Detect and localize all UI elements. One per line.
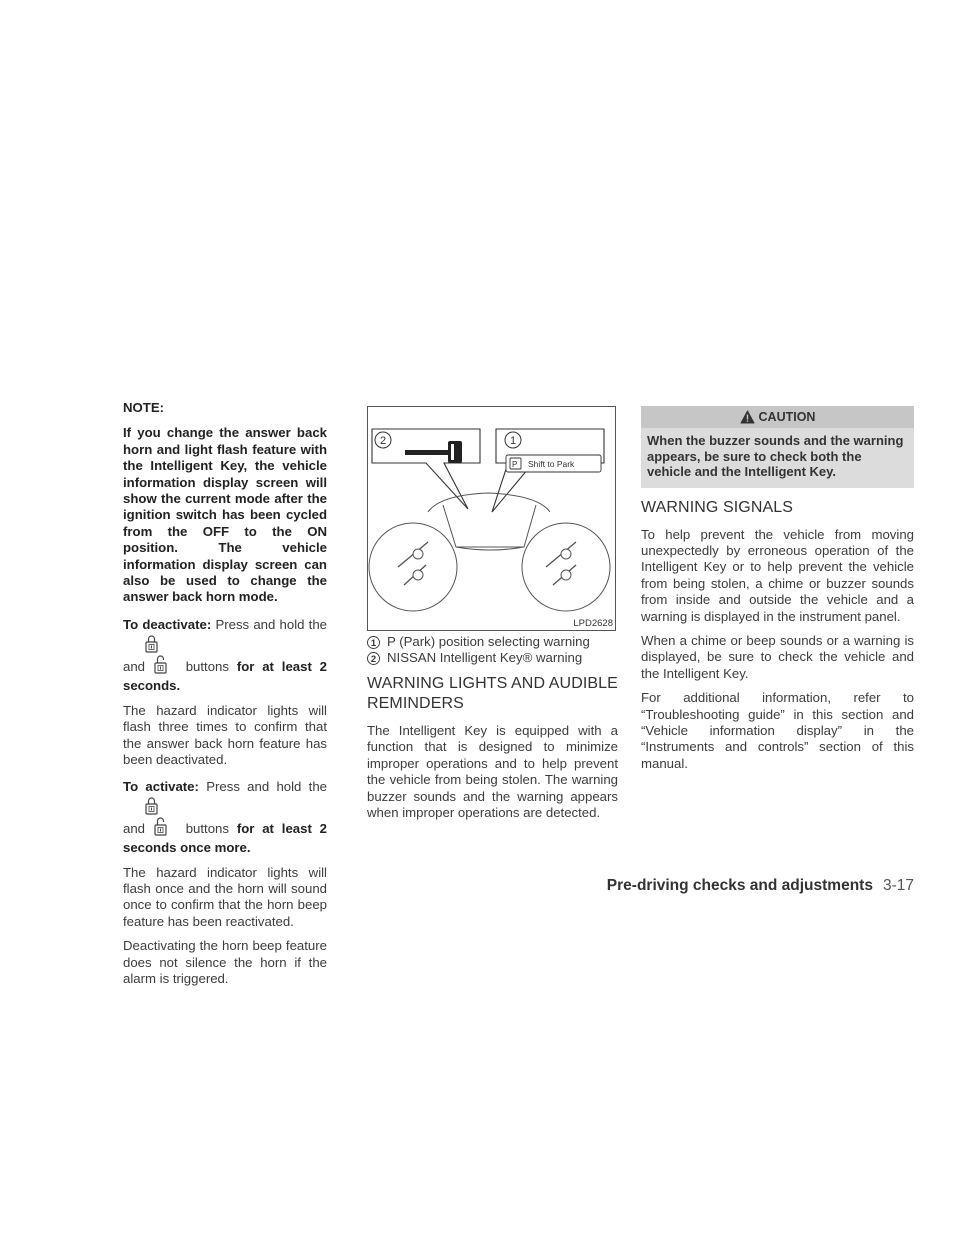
callout-2-number: 2 [379,435,387,447]
svg-text:2: 2 [370,653,377,665]
warning-lights-heading: WARNING LIGHTS AND AUDIBLE REMINDERS [367,675,618,712]
alarm-note: Deactivating the horn beep feature does not silence the horn if the alarm is triggered. [123,938,327,986]
activate-text: Press and hold the [206,778,327,794]
figure-id: LPD2628 [573,618,613,629]
section-title: Pre-driving checks and adjustments [606,877,873,894]
warning-signals-heading: WARNING SIGNALS [641,498,794,516]
caution-title: CAUTION [758,409,816,424]
deactivate-text: Press and hold the [215,616,327,632]
caption-2 [367,650,618,666]
lock-button-icon [145,634,158,653]
number-1-icon [367,636,380,649]
warning-signals-p2: When a chime or beep sounds or a warning is displayed, be sure to check the vehicle and the Intelligent Key. [641,632,914,681]
deactivate-label: To deactivate: [123,616,212,632]
deactivate-instruction [123,615,327,695]
activate-instruction [123,777,327,857]
unlock-button-icon [154,817,167,836]
instrument-panel-figure [367,406,616,631]
caution-body: When the buzzer sounds and the warning appears, be sure to check both the vehicle and the Intelligent Key. [647,433,904,479]
warning-triangle-icon [740,410,755,424]
instrument-panel-illustration [368,407,615,630]
page-footer [607,877,914,895]
right-column [641,406,914,780]
caption-2-text: NISSAN Intelligent Key® warning [387,650,583,665]
buttons-text: buttons [185,820,229,836]
number-2-icon [367,652,380,665]
middle-column [367,406,618,829]
caution-header [641,406,914,428]
svg-text:P: P [512,460,518,469]
svg-text:1: 1 [370,637,377,649]
warning-signals-p1: To help prevent the vehicle from moving unexpectedly by erroneous operation of the Intelligent Key or to help prevent the vehicle from being stolen, a chime or buzzer sounds from inside and outside the vehicle and a warning is displayed in the instrument panel. [641,526,914,624]
caption-1 [367,634,618,650]
note-body: If you change the answer back horn and light flash feature with the Intelligent Key, the vehicle information display screen will show the current mode after the ignition switch has been cycled from the OFF to the ON position. The vehicle information display screen can also be used to change the answer back horn mode. [123,425,327,605]
caution-box [641,406,914,488]
lock-button-icon [145,796,158,815]
left-column [123,400,327,995]
deactivate-result: The hazard indicator lights will flash three times to confirm that the answer back horn feature has been deactivated. [123,702,327,768]
and-text: and [123,658,146,674]
note-label: NOTE: [123,400,165,415]
and-text: and [123,820,146,836]
page-number: 3-17 [882,877,914,894]
deactivate-duration: for at least 2 seconds. [123,658,328,693]
caption-1-text: P (Park) position selecting warning [387,634,590,649]
buttons-text: buttons [185,658,229,674]
activate-duration: for at least 2 seconds once more. [123,820,328,855]
warning-signals-p3: For additional information, refer to “Troubleshooting guide” in this section and “Vehicle information display” in the “Instruments and controls” section of this manual. [641,690,914,771]
activate-label: To activate: [123,778,199,794]
activate-result: The hazard indicator lights will flash once and the horn will sound once to confirm that the horn beep feature has been reactivated. [123,864,327,929]
unlock-button-icon [154,655,167,674]
shift-to-park-text: Shift to Park [528,459,575,469]
callout-1-number: 1 [509,435,517,447]
warning-lights-body: The Intelligent Key is equipped with a function that is designed to minimize improper operations and to help prevent the vehicle from being stolen. The warning buzzer sounds and the warning appears when improper operations are detected. [367,723,618,821]
